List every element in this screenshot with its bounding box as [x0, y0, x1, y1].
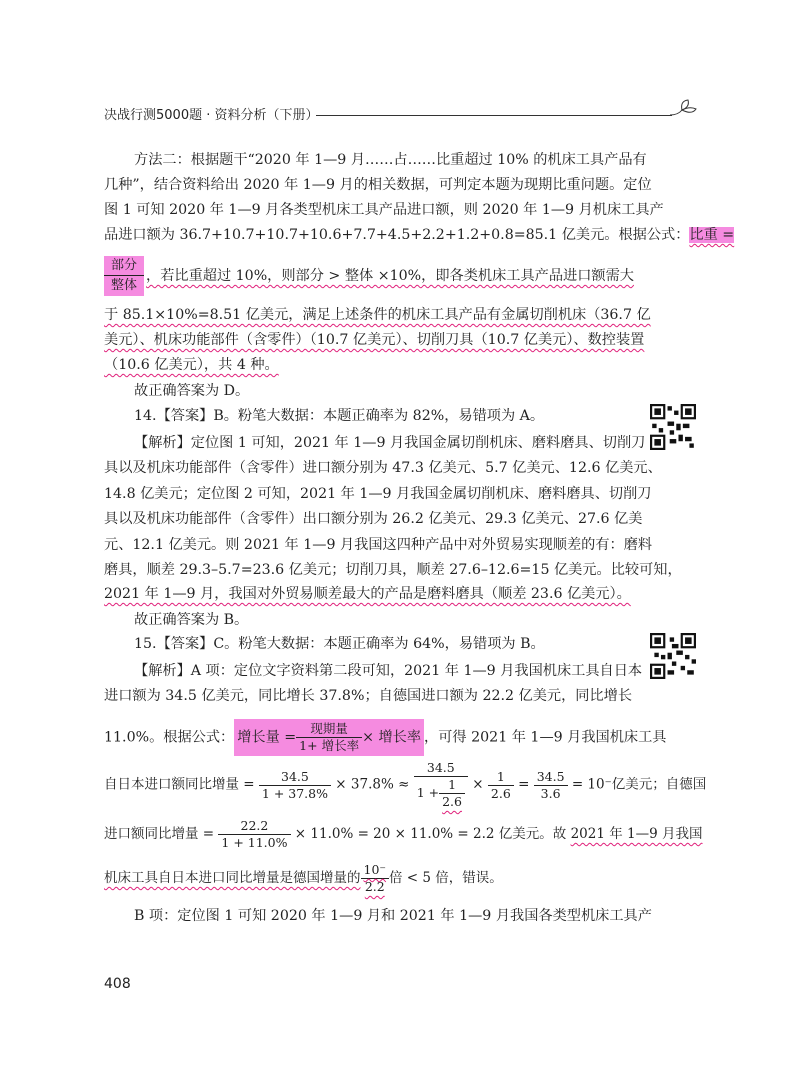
formula-term: × 增长率 — [362, 729, 422, 746]
text-line: 元、12.1 亿美元。则 2021 年 1—9 月我国这四种产品中对外贸易实现顺差的有：磨料 — [104, 537, 653, 553]
text-segment: = 10⁻亿美元；自德国 — [571, 776, 707, 793]
text-line: 进口额为 34.5 亿美元，同比增长 37.8%；自德国进口额为 22.2 亿美元，同比增长 — [104, 688, 633, 704]
fraction-denominator: 整体 — [110, 278, 137, 293]
text-segment: 品进口额为 36.7+10.7+10.7+10.6+7.7+4.5+2.2+1.2+0.8=85.1 亿美元。根据公式： — [104, 227, 690, 243]
text-line: 【解析】定位图 1 可知，2021 年 1—9 月我国金属切削机床、磨料磨具、切削刀 — [134, 435, 646, 451]
text-line: 图 1 可知 2020 年 1—9 月各类型机床工具产品进口额，则 2020 年 1—9 月机床工具产 — [104, 202, 664, 218]
fraction-numerator: 部分 — [104, 256, 144, 276]
formula-term: 1 + — [416, 785, 440, 800]
qr-code-icon[interactable] — [650, 404, 696, 450]
fraction-numerator: 34.5 — [534, 769, 568, 786]
fraction-numerator: 22.2 — [218, 818, 290, 835]
formula-term: × 37.8% ≈ — [335, 776, 410, 793]
text-segment: 进口额同比增量 = — [104, 826, 215, 842]
text-segment: × 11.0% = 20 × 11.0% = 2.2 亿美元。故 — [294, 826, 567, 842]
text-line: 几种”，结合资料给出 2020 年 1—9 月的相关数据，可判定本题为现期比重问题。定位 — [104, 177, 652, 193]
fraction — [259, 769, 331, 802]
formula-line — [104, 862, 503, 895]
fraction-numerator: 10⁻ — [361, 862, 390, 879]
text-line: 具以及机床功能部件（含零件）进口额分别为 47.3 亿美元、5.7 亿美元、12.6 亿美元、 — [104, 460, 662, 476]
text-line — [104, 355, 279, 375]
formula-line — [104, 818, 703, 851]
page-number: 408 — [104, 976, 131, 992]
fraction-numerator: 1 — [488, 769, 514, 786]
text-line — [104, 584, 631, 604]
text-line — [104, 719, 667, 756]
fraction-denominator: 3.6 — [540, 785, 561, 801]
text-line: B 项：定位图 1 可知 2020 年 1—9 月和 2021 年 1—9 月我国各类型机床工具产 — [134, 908, 652, 924]
answer-line: 故正确答案为 B。 — [134, 612, 249, 628]
answer-line: 故正确答案为 D。 — [134, 383, 250, 399]
text-line: 【解析】A 项：定位文字资料第二段可知，2021 年 1—9 月我国机床工具自日本 — [134, 663, 643, 679]
fraction-numerator: 34.5 — [259, 769, 331, 786]
formula-term: × — [472, 776, 484, 793]
fraction — [414, 760, 468, 810]
text-segment: 自日本进口额同比增量 = — [104, 776, 255, 793]
formula-highlight — [234, 719, 424, 756]
formula-term: 增长量 = — [237, 729, 297, 746]
qr-code-icon[interactable] — [650, 633, 696, 679]
nested-fraction — [439, 777, 465, 810]
formula-highlight-fraction — [104, 256, 144, 296]
text-segment: 倍 < 5 倍，错误。 — [389, 870, 503, 886]
text-line: 具以及机床功能部件（含零件）出口额分别为 26.2 亿美元、29.3 亿美元、27.6 亿美 — [104, 511, 643, 527]
text-line — [104, 225, 734, 245]
text-segment: 美元）、机床功能部件（含零件）（10.7 亿美元）、切削刀具（10.7 亿美元）、数控装置 — [104, 332, 645, 348]
header-rule — [316, 115, 672, 116]
formula-line — [104, 760, 706, 810]
fraction-denominator: 2.6 — [442, 794, 462, 809]
text-line: 14.8 亿美元；定位图 2 可知，2021 年 1—9 月我国金属切削机床、磨料磨具、切削刀 — [104, 486, 652, 502]
text-line — [104, 305, 651, 325]
text-segment: 于 85.1×10%=8.51 亿美元，满足上述条件的机床工具产品有金属切削机床（36.7 亿 — [104, 307, 651, 323]
formula-term: = — [518, 776, 530, 793]
fraction-denominator: 1+ 增长率 — [299, 738, 360, 753]
fraction — [218, 818, 290, 851]
text-line: 方法二：根据题干“2020 年 1—9 月……占……比重超过 10% 的机床工具产品有 — [134, 152, 647, 168]
fraction-denominator — [414, 777, 468, 810]
text-segment: （10.6 亿美元），共 4 种。 — [104, 357, 279, 373]
running-header: 决战行测5000题 · 资料分析（下册） — [104, 108, 319, 123]
fraction — [534, 769, 568, 802]
fraction-numerator: 1 — [439, 777, 465, 794]
text-segment: 机床工具自日本进口同比增量是德国增量的 — [104, 870, 361, 886]
text-segment: ，若比重超过 10%，则部分 > 整体 ×10%，即各类机床工具产品进口额需大 — [146, 268, 634, 284]
text-segment: ，可得 2021 年 1—9 月我国机床工具 — [424, 729, 667, 746]
formula-highlight: 比重 = — [689, 227, 735, 243]
text-line: 磨具，顺差 29.3–5.7=23.6 亿美元；切削刀具，顺差 27.6–12.6=15 亿美元。比较可知， — [104, 562, 682, 578]
fraction — [488, 769, 514, 802]
fraction-denominator: 1 + 37.8% — [261, 785, 328, 801]
question-answer: 15.【答案】C。粉笔大数据：本题正确率为 64%，易错项为 B。 — [134, 636, 545, 652]
question-answer: 14.【答案】B。粉笔大数据：本题正确率为 82%，易错项为 A。 — [134, 408, 545, 424]
sprout-icon — [668, 98, 698, 120]
fraction — [296, 721, 362, 754]
text-line — [104, 330, 644, 350]
fraction-denominator: 1 + 11.0% — [221, 835, 288, 850]
text-segment: 2021 年 1—9 月，我国对外贸易顺差最大的产品是磨料磨具（顺差 23.6 亿美元）。 — [104, 586, 631, 602]
fraction-numerator: 34.5 — [414, 760, 468, 777]
text-segment: 2021 年 1—9 月我国 — [570, 826, 703, 842]
text-segment: 11.0%。根据公式： — [104, 729, 235, 746]
text-line — [146, 266, 634, 286]
fraction-numerator: 现期量 — [296, 721, 362, 738]
fraction-denominator: 2.2 — [364, 879, 385, 894]
fraction — [361, 862, 390, 895]
fraction-denominator: 2.6 — [490, 785, 511, 801]
